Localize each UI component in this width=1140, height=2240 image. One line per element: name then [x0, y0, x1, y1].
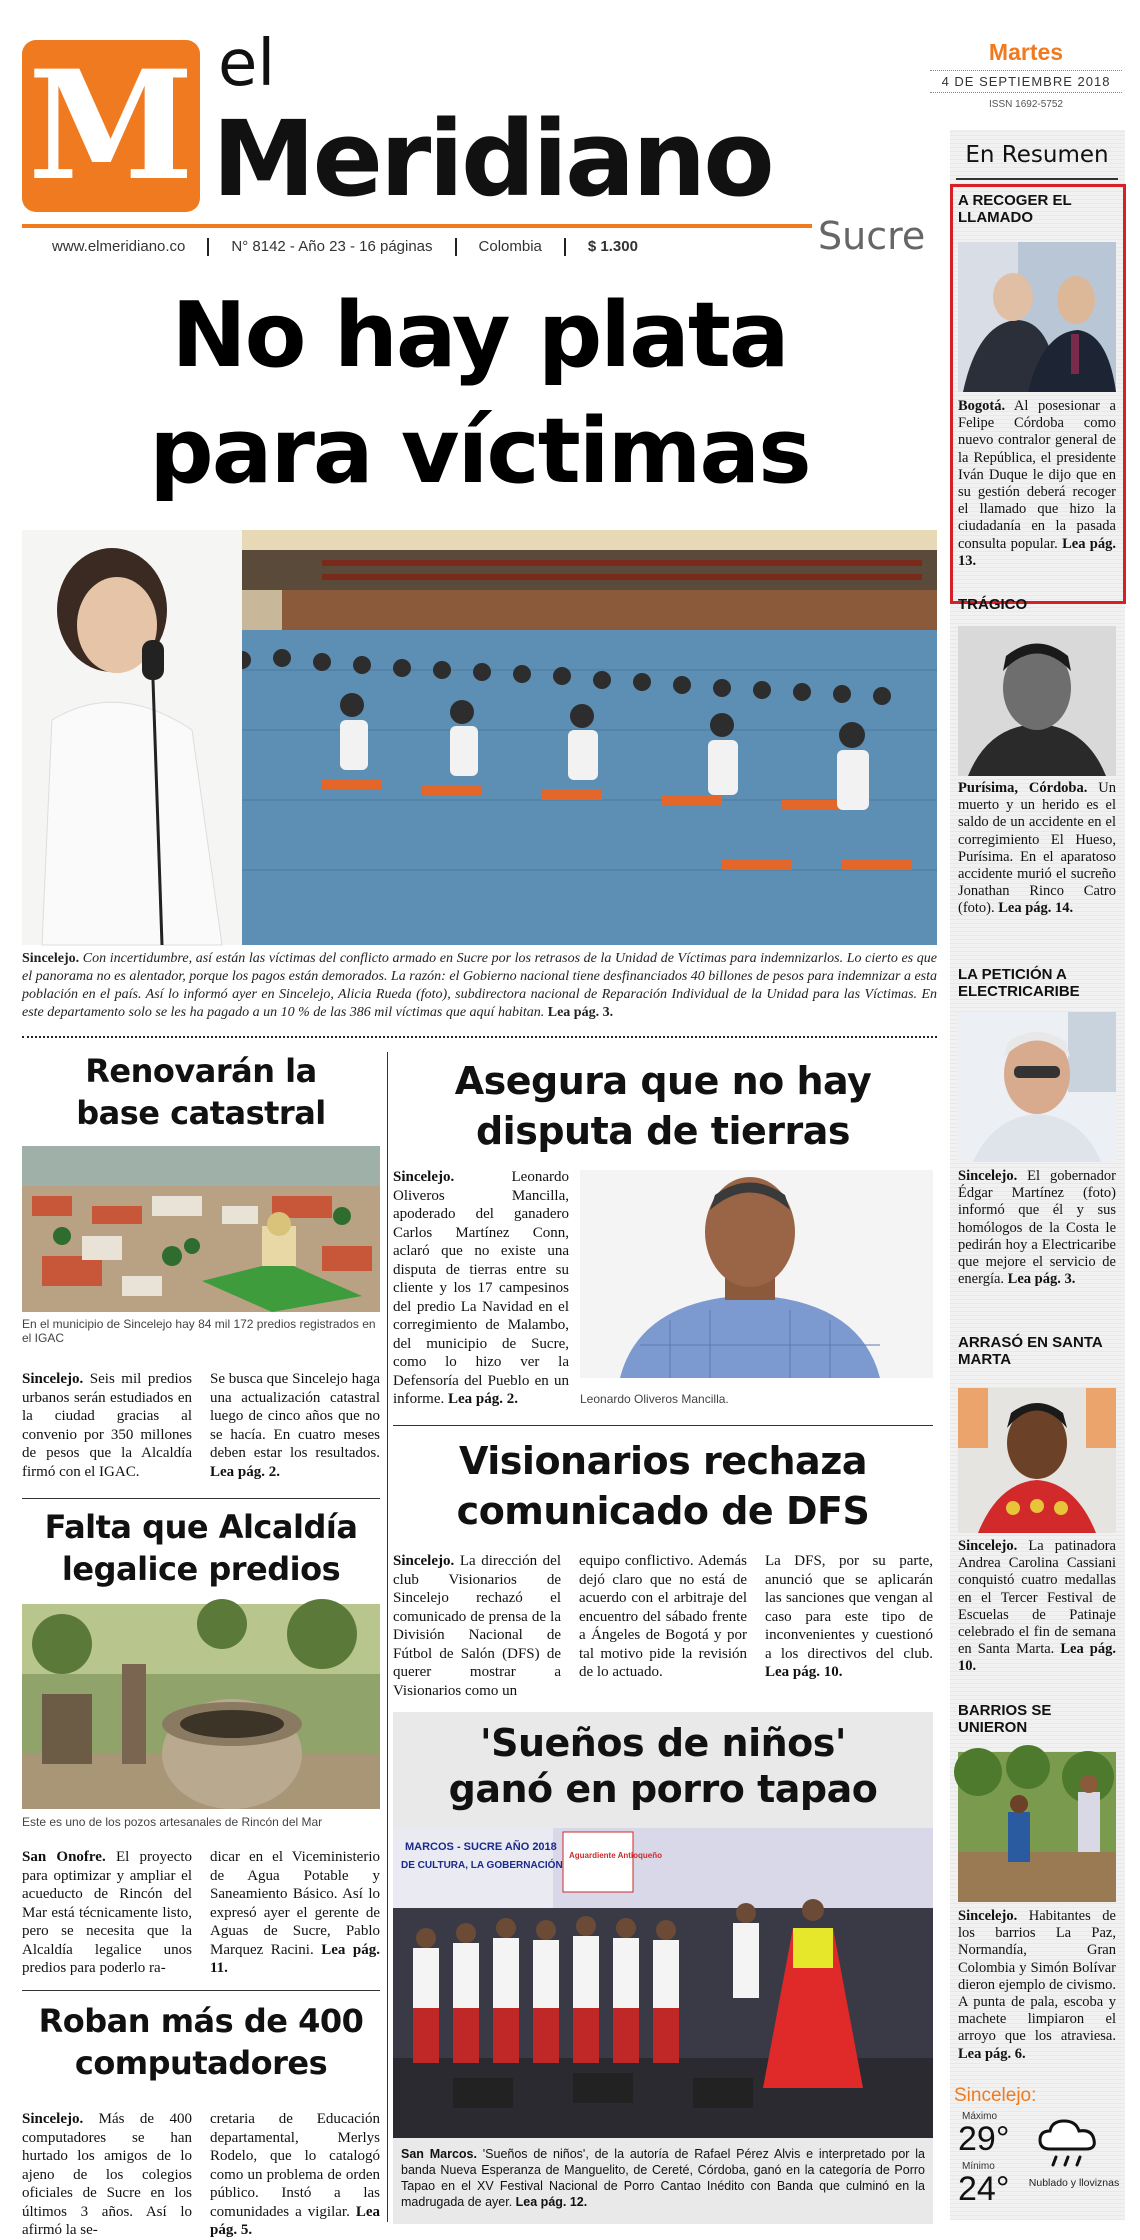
logo-letter: M — [27, 38, 195, 214]
tierras-body — [393, 1168, 569, 1409]
visionarios-col-3 — [765, 1552, 933, 1700]
computadores-headline-line-2: computadores — [74, 2044, 328, 2082]
catastral-lead: Sincelejo. — [22, 1371, 84, 1387]
day-label: Martes — [988, 39, 1064, 65]
tierras-headline-line-2: disputa de tierras — [475, 1109, 851, 1153]
predios-ref[interactable]: Lea pág. 11. — [210, 1941, 380, 1976]
computadores-col-2-text: cretaria de Educación departamental, Merlys Rodelo, que lo catalogó como un problema de orden público. Instó a las comunidades a vigilar. — [210, 2111, 380, 2220]
portrait-photo — [580, 1170, 933, 1378]
highlight-box — [950, 184, 1126, 604]
computadores-headline-line-1: Roban más de 400 — [38, 2002, 364, 2040]
predios-col-2 — [210, 1848, 380, 1978]
column-divider — [387, 1052, 388, 2222]
tierras-headline-line-1: Asegura que no hay — [454, 1059, 872, 1103]
sidebar-item-ref-3[interactable]: Lea pág. 3. — [1007, 1271, 1076, 1288]
sidebar-item-head-2[interactable]: TRÁGICO — [958, 596, 1028, 613]
sidebar-item-photo-5[interactable] — [958, 1752, 1116, 1902]
main-photo[interactable] — [22, 530, 937, 945]
issue-info: N° 8142 - Año 23 - 16 páginas — [209, 238, 456, 256]
visionarios-col-1 — [393, 1552, 561, 1700]
porro-headline-line-1: 'Sueños de niños' — [479, 1721, 847, 1765]
sidebar-item-body-3: El gobernador Édgar Martínez (foto) informó que él y sus homólogos de la Costa le pedirán hoy a Electricaribe que mejore el servicio de energía. — [958, 1168, 1116, 1288]
porro-headline-line-2: ganó en porro tapao — [448, 1767, 878, 1811]
tierras-text: Leonardo Oliveros Mancilla, apoderado del ganadero Carlos Martínez Conn, aclaró que no existe una disputa de tierras entre su cliente y los 17 campesinos del predio La Navidad en el corregimiento de Malambo, del municipio de Sucre, como lo hizo ver la Defensoría del Pueblo en un informe. — [393, 1169, 569, 1407]
computadores-headline[interactable] — [22, 2000, 380, 2084]
date-block — [930, 38, 1122, 110]
visionarios-headline-line-2: comunicado de DFS — [456, 1489, 870, 1533]
tierras-photo[interactable] — [580, 1170, 933, 1378]
skater-photo — [958, 1388, 1116, 1533]
issn-label: ISSN 1692-5752 — [989, 99, 1063, 110]
band-stage-photo — [393, 1828, 933, 2138]
computadores-col-1 — [22, 2110, 192, 2240]
sidebar-item-lead-3: Sincelejo. — [958, 1168, 1018, 1184]
computadores-ref[interactable]: Lea pág. 5. — [210, 2203, 380, 2238]
predios-photo-caption: Este es uno de los pozos artesanales de Rincón del Mar — [22, 1815, 323, 1829]
logo-name: Meridiano — [212, 98, 772, 220]
visionarios-headline[interactable] — [393, 1436, 933, 1536]
cleanup-photo — [958, 1752, 1116, 1902]
visionarios-col-2-text: equipo conflictivo. Además dejó claro que no está de acuerdo con el arbitraje del encuentro del sábado frente a Ángeles de Bogotá y por tal motivo pide la revisión de lo actuado. — [579, 1553, 747, 1680]
predios-col-1-text: El proyecto para optimizar y ampliar el acueducto de Rincón del Mar está técnicamente listo, pero se necesita que la Alcaldía legalice unos predios para poderlo ra- — [22, 1849, 192, 1976]
sidebar-item-lead-5: Sincelejo. — [958, 1908, 1018, 1924]
section-divider — [22, 1036, 937, 1038]
weather-max: 29° — [958, 2120, 1010, 2158]
sidebar-item-photo-2[interactable] — [958, 626, 1116, 776]
sidebar-item-lead-2: Purísima, Córdoba. — [958, 780, 1088, 796]
weather-min-label: Mínimo — [962, 2161, 995, 2172]
sidebar-item-text-4 — [958, 1538, 1116, 1676]
main-caption-ref[interactable]: Lea pág. 3. — [547, 1005, 614, 1020]
main-headline[interactable] — [22, 278, 937, 510]
sidebar-item-head-1[interactable]: A RECOGER EL LLAMADO — [958, 192, 1072, 226]
website-link[interactable]: www.elmeridiano.co — [22, 238, 209, 256]
sidebar-item-ref-2[interactable]: Lea pág. 14. — [998, 900, 1074, 917]
sidebar-item-head-4[interactable]: ARRASÓ EN SANTA MARTA — [958, 1334, 1103, 1368]
predios-col-2-text: dicar en el Viceministerio de Agua Potable y Saneamiento Básico. Así lo expresó ayer el gerente de Aguas de Sucre, Pablo Marquez Racini. — [210, 1849, 380, 1958]
predios-body — [22, 1848, 380, 1978]
main-headline-line-2: para víctimas — [149, 399, 810, 504]
predios-col-1 — [22, 1848, 192, 1978]
sidebar-item-text-2 — [958, 780, 1116, 918]
computadores-col-2 — [210, 2110, 380, 2240]
tierras-headline[interactable] — [393, 1056, 933, 1156]
masthead — [22, 28, 937, 268]
auditorium-photo — [22, 530, 937, 945]
main-caption-text: Con incertidumbre, así están las víctimas del conflicto armado en Sucre por los retrasos de la Unidad de Víctimas para indemnizarlos. Lo cierto es que el panorama no es alentador, porque los pagos están demorados. La razón: el Gobierno nacional tiene desfinanciados 40 billones de pesos para indemnizar a esta población en el país. Así lo informó ayer en Sincelejo, Alicia Rueda (foto), subdirectora nacional de Reparación Individual de la Unidad para las Víctimas. En este departamento solo se les ha pagado a un 10 % de las 386 mil víctimas que aquí habitan. — [22, 951, 937, 1020]
sidebar-item-photo-4[interactable] — [958, 1388, 1116, 1533]
sidebar-title: En Resumen — [965, 142, 1109, 168]
porro-ref[interactable]: Lea pág. 12. — [515, 2195, 588, 2209]
sidebar-item-body-1: Al posesionar a Felipe Córdoba como nuevo contralor general de la República, el presidente Iván Duque le dijo que en su gestión deberá recoger el llamado que hizo la ciudadanía en la pasada consulta popular. — [958, 398, 1116, 552]
weather-max-label: Máximo — [962, 2111, 998, 2122]
masthead-rule — [22, 224, 812, 228]
porro-photo[interactable] — [393, 1828, 933, 2138]
banner-text-1: MARCOS - SUCRE AÑO 2018 — [405, 1841, 557, 1853]
sidebar-item-text-3 — [958, 1168, 1116, 1288]
catastral-ref[interactable]: Lea pág. 2. — [210, 1463, 281, 1480]
weather-widget — [954, 2085, 1122, 2220]
catastral-headline-line-2: base catastral — [76, 1094, 326, 1132]
catastral-headline[interactable] — [22, 1050, 380, 1134]
computadores-lead: Sincelejo. — [22, 2111, 84, 2127]
predios-lead: San Onofre. — [22, 1849, 106, 1865]
logo-sub: Sucre — [818, 214, 926, 258]
tierras-photo-caption: Leonardo Oliveros Mancilla. — [580, 1392, 729, 1406]
predios-headline-line-2: legalice predios — [61, 1550, 341, 1588]
info-bar — [22, 234, 812, 260]
row-divider — [22, 1990, 380, 1991]
weather-city: Sincelejo: — [954, 2085, 1037, 2106]
banner-text-2: DE CULTURA, LA GOBERNACIÓN — [401, 1860, 563, 1871]
main-headline-line-1: No hay plata — [171, 283, 788, 388]
logo-el: el — [218, 27, 276, 101]
country: Colombia — [457, 238, 566, 256]
banner-text-3: Aguardiente Antioqueño — [569, 1851, 663, 1860]
governor-photo — [958, 1012, 1116, 1162]
visionarios-lead: Sincelejo. — [393, 1553, 455, 1569]
visionarios-col-2 — [579, 1552, 747, 1700]
visionarios-headline-line-1: Visionarios rechaza — [459, 1439, 867, 1483]
sidebar-item-body-4: La patinadora Andrea Carolina Cassiani conquistó cuatro medallas en el Tercer Festival de Escuelas de Patinaje celebrado el fin de semana en Santa Marta. — [958, 1538, 1116, 1658]
catastral-headline-line-1: Renovarán la — [85, 1052, 317, 1090]
cloud-rain-icon — [1036, 2115, 1106, 2171]
sidebar-title-rule — [956, 178, 1118, 180]
city-aerial-photo — [22, 1146, 380, 1312]
sidebar-item-body-2: Un muerto y un herido es el saldo de un accidente en el corregimiento El Hueso, Purísima. En el aparatoso accidente murió el sucreño Jonathan Rinco Catro (foto). — [958, 780, 1116, 917]
catastral-photo-caption: En el municipio de Sincelejo hay 84 mil 172 predios registrados en el IGAC — [22, 1317, 376, 1345]
catastral-col-2-text: Se busca que Sincelejo haga una actualización catastral luego de cinco años que no se hacía. En cuatro meses deben estar los resultados. — [210, 1371, 380, 1461]
well-photo — [22, 1604, 380, 1809]
sidebar-item-ref-4[interactable]: Lea pág. 10. — [958, 1641, 1116, 1675]
visionarios-col-1-text: La dirección del club Visionarios de Sincelejo rechazó el comunicado de prensa de la División Nacional de Fútbol de Salón (DFS) de querer mostrar a Visionarios como un — [393, 1553, 561, 1699]
price: $ 1.300 — [587, 238, 638, 255]
porro-lead: San Marcos. — [401, 2147, 477, 2161]
victim-photo — [958, 626, 1116, 776]
tierras-ref[interactable]: Lea pág. 2. — [447, 1391, 518, 1407]
sidebar-item-text-5 — [958, 1908, 1116, 2063]
sidebar-item-lead-1: Bogotá. — [958, 398, 1006, 414]
catastral-col-1-text: Seis mil predios urbanos serán estudiados en la ciudad gracias al convenio por 350 millones de pesos que la Alcaldía firmó con el IGAC. — [22, 1371, 192, 1480]
sidebar-item-ref-5[interactable]: Lea pág. 6. — [958, 2045, 1026, 2062]
sidebar-item-body-5: Habitantes de los barrios La Paz, Normandía, Gran Colombia y Simón Bolívar dieron ejemplo de civismo. A punta de pala, escoba y machete limpiaron el arroyo que los atraviesa. — [958, 1908, 1116, 2045]
porro-caption-text: 'Sueños de niños', de la autoría de Rafael Pérez Alvis e interpretado por la banda Nueva Esperanza de Manguelito, de Cereté, Córdoba, ganó en la categoría de Porro Tapao en el XV Festival Nacional de Porro Cantao Inédito con Banda que culminó en la madrugada de ayer. — [401, 2147, 925, 2209]
row-divider — [393, 1425, 933, 1426]
catastral-photo[interactable] — [22, 1146, 380, 1312]
logo-box — [22, 40, 200, 212]
visionarios-body — [393, 1552, 933, 1700]
computadores-body — [22, 2110, 380, 2240]
sidebar-item-ref-1[interactable]: Lea pág. 13. — [958, 535, 1116, 569]
catastral-col-2 — [210, 1370, 380, 1481]
main-caption — [22, 950, 937, 1022]
porro-caption — [401, 2146, 925, 2210]
sidebar-item-head-3[interactable]: LA PETICIÓN A ELECTRICARIBE — [958, 966, 1080, 1000]
porro-headline[interactable] — [393, 1720, 933, 1812]
predios-headline-line-1: Falta que Alcaldía — [44, 1508, 358, 1546]
catastral-col-1 — [22, 1370, 192, 1481]
sidebar-item-head-5[interactable]: BARRIOS SE UNIERON — [958, 1702, 1052, 1736]
predios-headline[interactable] — [22, 1506, 380, 1590]
sidebar-item-photo-3[interactable] — [958, 1012, 1116, 1162]
catastral-body — [22, 1370, 380, 1481]
sidebar-item-lead-4: Sincelejo. — [958, 1538, 1018, 1554]
computadores-col-1-text: Más de 400 computadores se han hurtado los amigos de lo ajeno de los colegios oficiales de Sucre en los últimos 3 años. Así lo afirmó la se- — [22, 2111, 192, 2238]
date-label: 4 DE SEPTIEMBRE 2018 — [930, 70, 1122, 93]
tierras-lead: Sincelejo. — [393, 1169, 455, 1185]
row-divider — [22, 1498, 380, 1499]
weather-min: 24° — [958, 2170, 1010, 2208]
main-caption-lead: Sincelejo. — [22, 951, 80, 966]
weather-description: Nublado y lloviznas — [1028, 2177, 1120, 2189]
visionarios-col-3-text: La DFS, por su parte, anunció que se aplicarán las sanciones que vengan al caso para este tipo de inconvenientes y cuestionó a los directivos del club. — [765, 1553, 933, 1662]
visionarios-ref[interactable]: Lea pág. 10. — [765, 1664, 843, 1680]
predios-photo[interactable] — [22, 1604, 380, 1809]
